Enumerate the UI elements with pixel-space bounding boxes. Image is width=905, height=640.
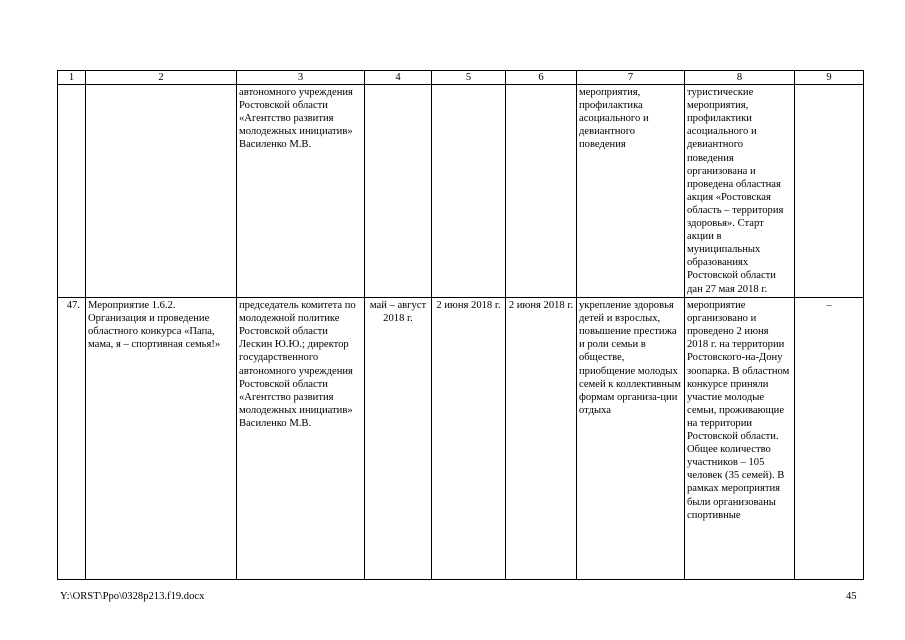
table-row: [58, 85, 864, 298]
header-cell: 7: [577, 71, 685, 85]
responsible-cell: автономного учреждения Ростовской области «Агентство развития молодежных инициатив» Василенко М.В.: [237, 85, 365, 298]
table-cell: [86, 85, 237, 298]
end-date-cell: 2 июня 2018 г.: [506, 298, 577, 580]
table-cell: [58, 85, 86, 298]
table-cell: [432, 85, 506, 298]
report-table: [57, 70, 864, 580]
table-row: [58, 298, 864, 580]
header-cell: 4: [365, 71, 432, 85]
period-cell: май – август 2018 г.: [365, 298, 432, 580]
header-cell: 8: [685, 71, 795, 85]
header-row: [58, 71, 864, 85]
page-number: 45: [846, 591, 857, 602]
header-cell: 1: [58, 71, 86, 85]
row-number-cell: 47.: [58, 298, 86, 580]
header-cell: 6: [506, 71, 577, 85]
table-cell: [506, 85, 577, 298]
actual-result-cell: мероприятие организовано и проведено 2 июня 2018 г. на территории Ростовского-на-Дону зоопарка. В областном конкурсе приняли участие молодые семьи, проживающие на территории Ростовской области. Общее количество участников – 105 человек (35 семей). В рамках мероприятия были организованы спортивные: [685, 298, 795, 580]
header-cell: 5: [432, 71, 506, 85]
table-cell: [795, 85, 864, 298]
reason-cell: –: [795, 298, 864, 580]
responsible-cell: председатель комитета по молодежной политике Ростовской области Лескин Ю.Ю.; директор государственного автономного учреждения Ростовской области «Агентство развития молодежных инициатив» Василенко М.В.: [237, 298, 365, 580]
planned-result-cell: укрепление здоровья детей и взрослых, повышение престижа и роли семьи в обществе, приобщение молодых семей к коллективным формам организа-ции отдыха: [577, 298, 685, 580]
actual-result-cell: туристические мероприятия, профилактики асоциального и девиантного поведения организована и проведена областная акция «Ростовская область – территория здоровья». Старт акции в муниципальных образованиях Ростовской области дан 27 мая 2018 г.: [685, 85, 795, 298]
event-name-cell: Мероприятие 1.6.2. Организация и проведение областного конкурса «Папа, мама, я – спортивная семья!»: [86, 298, 237, 580]
table-cell: [365, 85, 432, 298]
planned-result-cell: мероприятия, профилактика асоциального и девиантного поведения: [577, 85, 685, 298]
start-date-cell: 2 июня 2018 г.: [432, 298, 506, 580]
header-cell: 9: [795, 71, 864, 85]
header-cell: 3: [237, 71, 365, 85]
file-path: Y:\ORST\Ppo\0328p213.f19.docx: [60, 591, 205, 602]
header-cell: 2: [86, 71, 237, 85]
